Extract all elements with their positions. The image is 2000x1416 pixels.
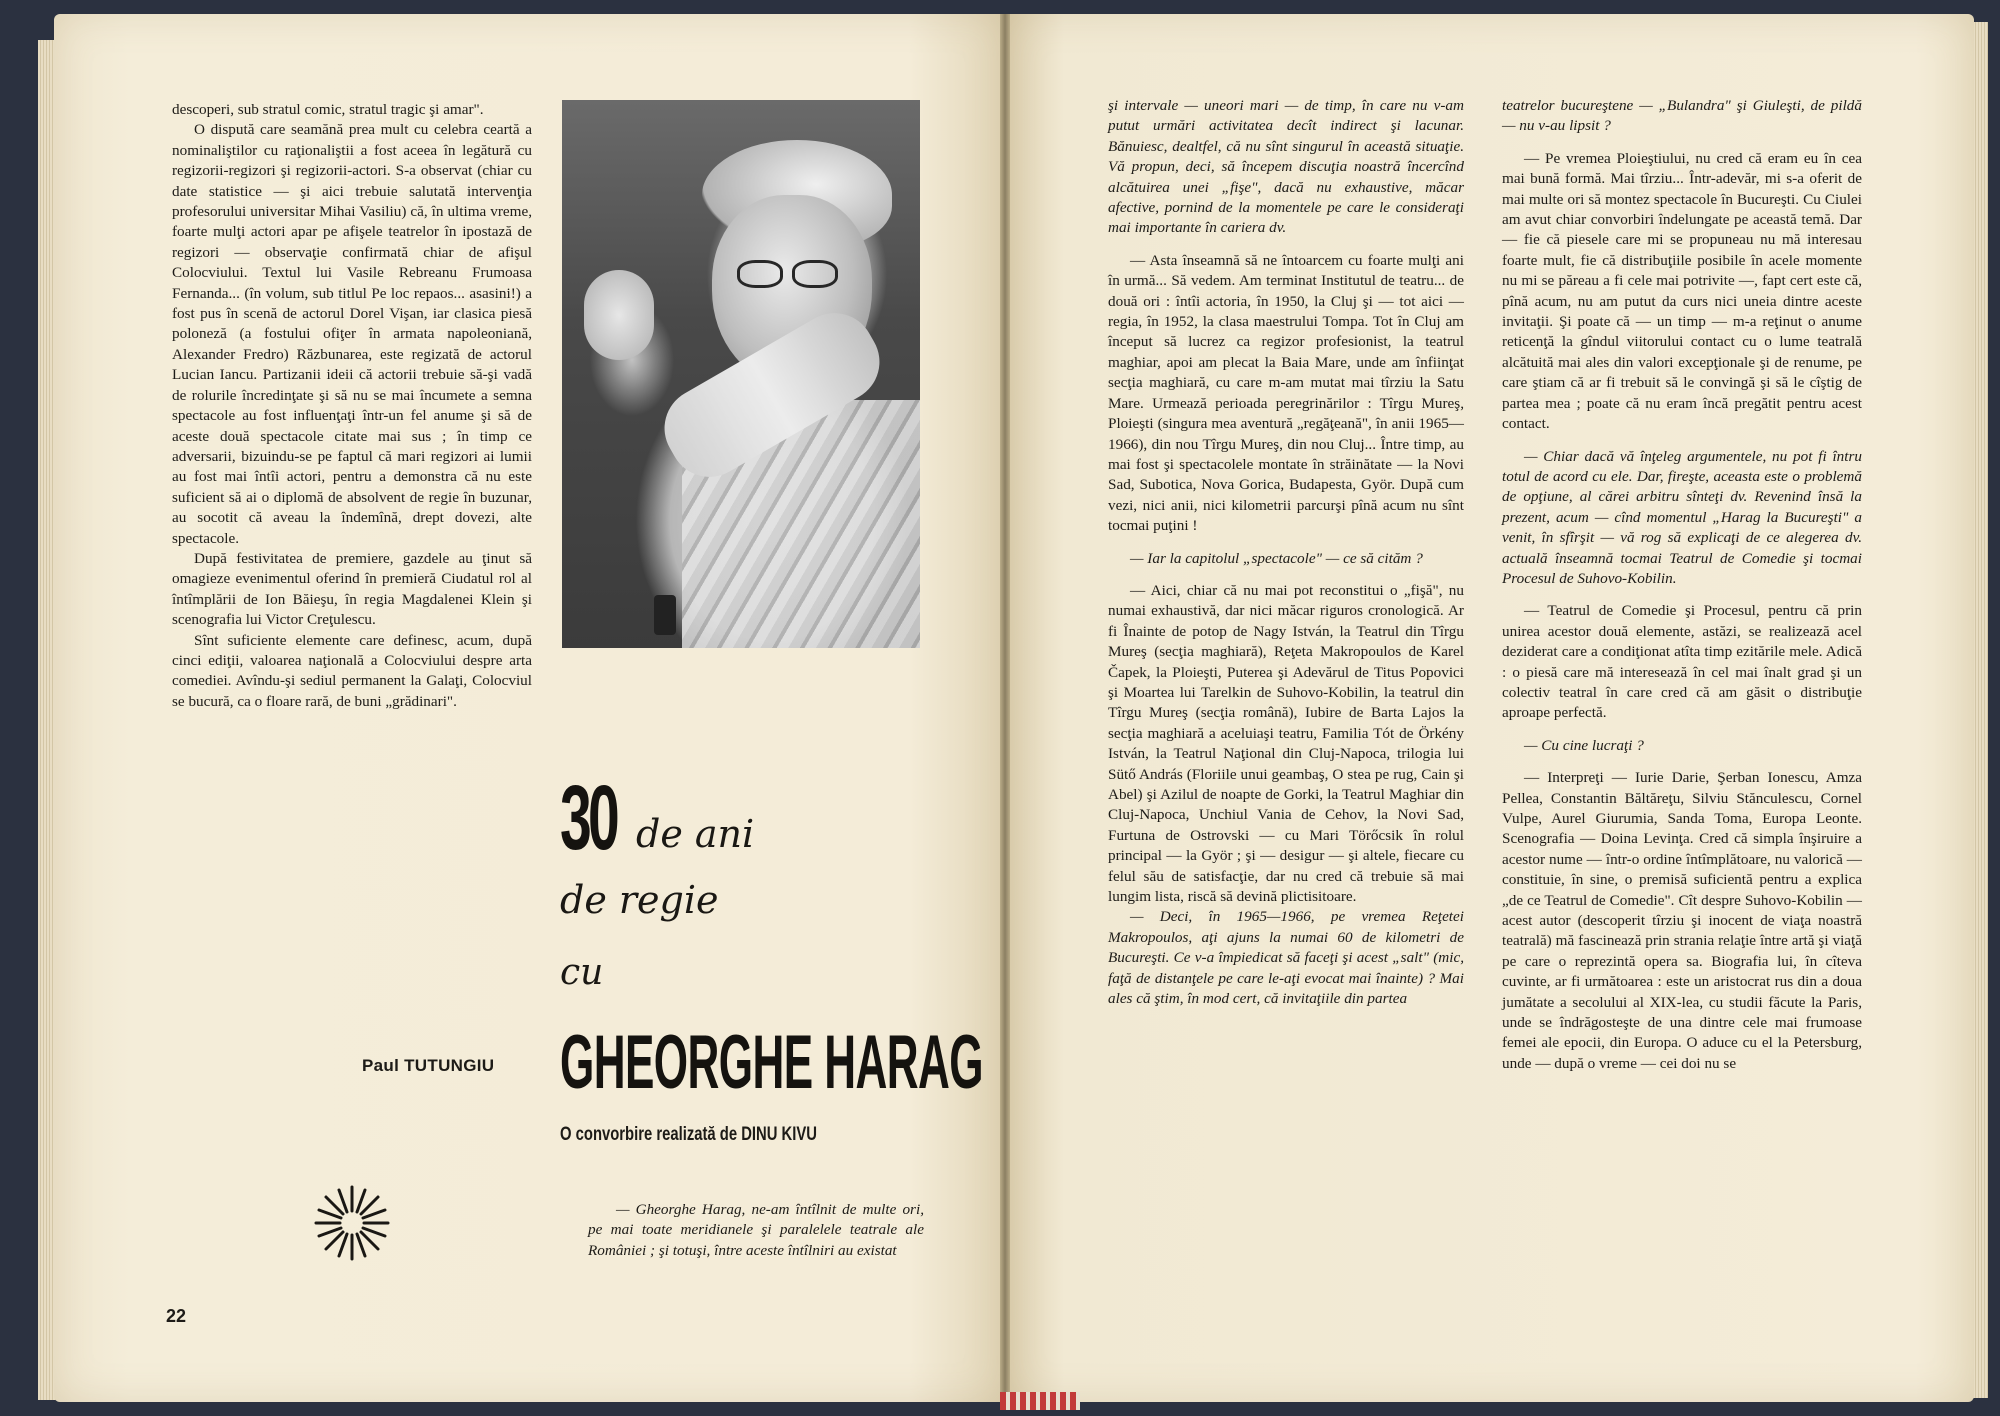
paragraph: — Pe vremea Ploieştiului, nu cred că eram eu în cea mai bună formă. Mai tîrziu... Într-adevăr, mi s-a oferit de mai multe ori să montez spectacole în Bucureşti. Cu Ciulei am avut chiar convorbiri îndelungate pe această temă. Dar — fie că piesele care mi se propuneau nu mă interesau foarte mult, fie că distribuţiile posibile în acele momente nu mi se păreau a fi cele mai potrivite —, fapt cert este că, pînă acum, nu am putut da curs nici uneia dintre aceste invitaţii. Şi poate că — un timp — m-a reţinut o anume reticenţă la gîndul viitorului contact cu o lume teatrală alcătuită mai ales din valori excepţionale şi de renume, pe care ştiam că ar fi trebuit să le convingă şi să le cîştig de partea mea ; poate că nu eram încă pregătit pentru acest contact. xyxy=(1502,149,1862,433)
photo-watch xyxy=(654,595,676,635)
portrait-photo xyxy=(562,100,920,648)
bookmark-ribbon xyxy=(1000,1392,1080,1410)
photo-hand xyxy=(584,270,654,360)
title-line-3: cu xyxy=(560,952,604,993)
paragraph: teatrelor bucureştene — „Bulandra" şi Giuleşti, de pildă — nu v-au lipsit ? xyxy=(1502,97,1862,135)
page-number: 22 xyxy=(166,1306,187,1326)
intro-question xyxy=(588,1200,924,1261)
article-author: Paul TUTUNGIU xyxy=(362,1056,495,1075)
paragraph: — Deci, în 1965—1966, pe vremea Reţetei Makropoulos, aţi ajuns la numai 60 de kilometri de Bucureşti. Ce v-a împiedicat să faceţi şi acest „salt" (mic, faţă de distanţele pe care le-aţi evocat mai înainte) ? Mai ales că ştim, în mod cert, că invitaţiile din partea xyxy=(1108,908,1464,1008)
paragraph: — Aici, chiar că nu mai pot reconstitui o „fişă", nu numai exhaustivă, dar nici măcar riguros cronologică. Ar fi Înainte de potop de Nagy István, la Teatrul din Tîrgu Mureş (secţia maghiară), Reţeta Makropoulos de Karel Čapek, la Ploieşti, Puterea şi Adevărul de Titus Popovici şi Moartea lui Tarelkin de Suhovo-Kobilin, la teatrul din Tîrgu Mureş (secţia română), Iubire de Barta Lajos la secţia maghiară a aceluiaşi teatru, Familia Tót de Örkény István, la Teatrul Naţional din Cluj-Napoca, trilogia lui Sütő András (Floriile unui geambaş, O stea pe rug, Cain şi Abel) şi Azilul de noapte de Gorki, la Teatrul Maghiar din Cluj-Napoca, Unchiul Vania de Cehov, la Novi Sad, Furtuna de Ostrovski — cu Mari Törőcsik în rolul principal — la Györ ; şi — desigur — şi altele, fiecare cu felul său de satisfacţie, dar nu cred că trebuie să mai lungim lista, riscă să devină plictisitoare. xyxy=(1108,581,1464,906)
right-page-stack xyxy=(1972,22,1988,1398)
sun-ornament-icon xyxy=(312,1183,392,1263)
left-text-column xyxy=(172,100,532,712)
paragraph: şi intervale — uneori mari — de timp, în care nu v-am putut urmări activitatea decît indirect şi lacunar. Bănuiesc, dealtfel, că nu sînt singurul în această situaţie. Vă propun, deci, să începem discuţia noastră încercînd alcătuirea unei „fişe", dacă nu exhaustive, măcar afective, pornind de la momentele pe care le consideraţi mai importante în cariera dv. xyxy=(1108,97,1464,237)
photo-glasses-left xyxy=(737,260,783,288)
right-text-column-1 xyxy=(1108,96,1464,1009)
paragraph: — Iar la capitolul „spectacole" — ce să cităm ? xyxy=(1130,549,1423,567)
photo-glasses-right xyxy=(792,260,838,288)
paragraph: — Interpreţi — Iurie Darie, Şerban Ionescu, Amza Pellea, Constantin Băltăreţu, Silviu Stănculescu, Cornel Vulpe, Aurel Giurumia, Sanda Toma, Europa Leonte. Scenografia — Doina Levinţa. Cred că simpla înşiruire a acestor nume — într-o ordine întîmplătoare, nu valorică — constituie, în sine, o premisă suficientă pentru a explica „de ce Teatrul de Comedie". Cît despre Suhovo-Kobilin — acest autor (descoperit tîrziu şi inocent de viaţa noastră teatrală) mă fascinează prin strania relaţie între artă şi viaţă pe care o reprezintă opera sa. Biografia lui, în cîteva cuvinte, ar fi următoarea : este un aristocrat rus din a doua jumătate a secolului al XIX-lea, cu studii făcute la Paris, unde se îndrăgosteşte de una dintre cele mai frumoase femei ale epocii, din Europa. O aduce cu el la Petersburg, unde — după o vreme — cei doi nu se xyxy=(1502,769,1862,1072)
paragraph: — Asta înseamnă să ne întoarcem cu foarte mulţi ani în urmă... Să vedem. Am terminat Institutul de teatru... de două ori : întîi actoria, în 1950, la Cluj şi — tot aici — regia, în 1952, la clasa maestrului Tompa. Tot în Cluj am început să lucrez ca regizor profesionist, la teatrul maghiar, apoi am plecat la Baia Mare, unde am înfiinţat secţia maghiară, cu care m-am mutat mai tîrziu la Satu Mare. Urmează perioada peregrinărilor : Tîrgu Mureş, Ploieşti (singura mea aventură „regăţeană", în anii 1965—1966), din nou Tîrgu Mureş, din nou Cluj... Între timp, au mai fost şi spectacolele montate în străinătate — la Novi Sad, Subotica, Nova Gorica, Budapesta, Györ. După cum vezi, nici anii, nici kilometrii parcurşi pînă acum nu sînt tocmai puţini ! xyxy=(1108,251,1464,535)
interview-byline: O convorbire realizată de DINU KIVU xyxy=(560,1124,817,1145)
right-text-column-2 xyxy=(1502,96,1862,1074)
paragraph: O dispută care seamănă prea mult cu celebra ceartă a nominaliştilor cu raţionaliştii a fost aceea în legătură cu regizorii-regizori şi regizorii-actori. S-a observat (chiar cu date statistice — şi aici trebuie salutată intervenţia profesorului universitar Mihai Vasiliu) că, în ultima vreme, foarte mulţi actori apar pe afişele teatrelor în ipostază de regizori — observaţie confirmată chiar de afişul Colocviului. Textul lui Vasile Rebreanu Frumoasa Fernanda... (în volum, sub titlul Pe loc repaos... asasini!) a fost pus în scenă de actorul Dorel Vişan, iar clasica piesă poloneză (a fostului ofiţer în armata napoleoniană, Alexander Fredro) Răzbunarea, este regizată de actorul Lucian Iancu. Partizanii ideii că actorii trebuie să-şi vadă de rolurile încredinţate şi să nu se mai încumete a semna spectacole au fost influenţaţi într-un fel anume şi să de aceste două spectacole citate mai sus ; în timp ce adversarii, bizuindu-se pe faptul că mari regizori ai lumii au fost mai întîi actori, pentru a demonstra că nu este suficient să ai o diplomă de absolvent de regie în buzunar, au socotit că aveau la îndemînă, drept dovezi, alte spectacole. xyxy=(172,121,532,547)
paragraph: — Chiar dacă vă înţeleg argumentele, nu pot fi întru totul de acord cu ele. Dar, fireşte, aceasta este o problemă de opţiune, al cărei arbitru sînteţi dv. Revenind însă la prezent, acum — cînd momentul „Harag la Bucureşti" a venit, în sfîrşit — vă rog să explicaţi de ce alegerea dv. actuală înseamnă tocmai Teatrul de Comedie şi tocmai Procesul de Suhovo-Kobilin. xyxy=(1502,447,1862,587)
title-name: GHEORGHE HARAG xyxy=(560,1020,983,1105)
paragraph: După festivitatea de premiere, gazdele au ţinut să omagieze evenimentul oferind în premieră Ciudatul rol al întîmplării de Ion Băieşu, în regia Magdalenei Klein şi scenografia lui Victor Creţulescu. xyxy=(172,549,532,629)
intro-question-text: — Gheorghe Harag, ne-am întîlnit de multe ori, pe mai toate meridianele şi paralelele teatrale ale României ; şi totuşi, între aceste întîlniri au existat xyxy=(588,1201,924,1259)
title-line-2: de regie xyxy=(560,878,719,922)
title-number: 30 xyxy=(560,767,617,869)
paragraph: — Cu cine lucraţi ? xyxy=(1524,736,1644,754)
title-line-1: de ani xyxy=(636,812,755,856)
book-gutter xyxy=(1000,14,1010,1402)
paragraph: — Teatrul de Comedie şi Procesul, pentru că prin unirea acestor două elemente, astăzi, se realizează acel deziderat care a condiţionat atîta timp ezitările mele. Adică : o piesă care mă interesează în cel mai înalt grad şi un colectiv teatral în care cred că am găsit o distribuţie aproape perfectă. xyxy=(1502,602,1862,722)
paragraph: Sînt suficiente elemente care definesc, acum, după cinci ediţii, valoarea naţională a Colocviului despre arta comediei. Avîndu-şi sediul permanent la Galaţi, Colocviul se bucură, ca o floare rară, de buni „grădinari". xyxy=(172,631,532,710)
paragraph: descoperi, sub stratul comic, stratul tragic şi amar". xyxy=(172,101,484,118)
